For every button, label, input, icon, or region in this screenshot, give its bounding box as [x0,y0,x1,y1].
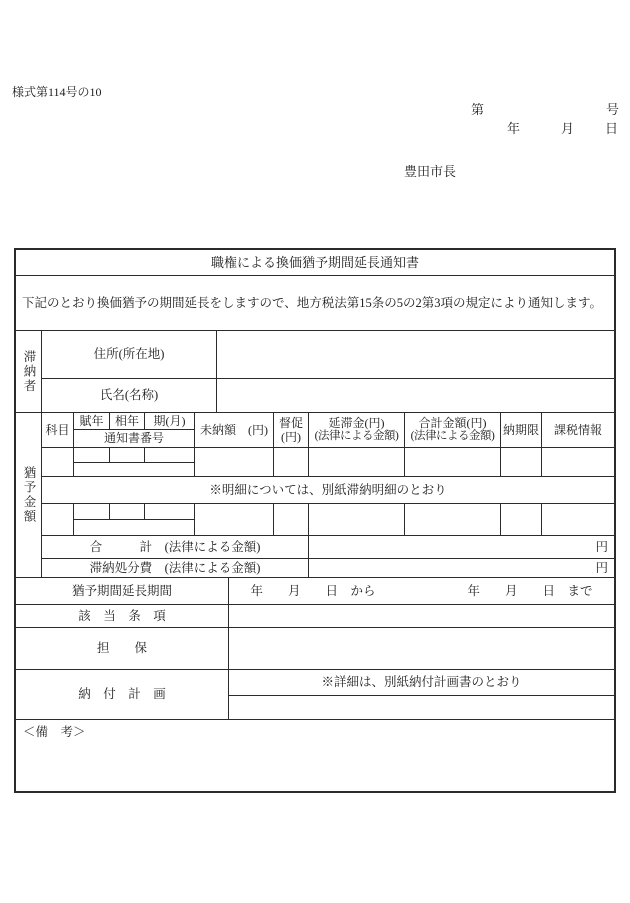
debtor-name-label: 氏名(名称) [42,379,217,412]
date-month-label: 月 [561,121,575,136]
cell-total-amount [405,448,501,476]
notice-form-table [14,248,616,793]
debtor-address-label: 住所(所在地) [42,331,217,378]
cell-unpaid-amount [195,448,274,476]
cell-subject [42,504,74,535]
payment-plan-note: ※詳細は、別紙納付計画書のとおり [321,675,522,689]
remarks-label: ＜備 考＞ [23,725,86,739]
debtor-name-value [217,379,614,412]
col-levy-year: 賦年 [74,413,110,429]
cell-due-date [501,448,542,476]
cell-levy-year [74,504,110,519]
cell-notice-number [74,520,194,535]
cell-corresponding-year [110,504,145,519]
payment-plan-blank [229,695,614,719]
doc-number-suffix: 号 [606,102,620,117]
col-unpaid-amount: 未納額 (円) [195,413,274,447]
col-corresponding-year: 相年 [110,413,145,429]
period-from: 年 月 日 から [250,583,376,598]
debtor-section-label: 滞納者 [16,331,42,412]
payment-plan-row [16,669,614,719]
cell-late-charge [309,448,405,476]
cell-total-amount [405,504,501,535]
remarks-row [16,719,614,791]
debtor-name-row [42,378,614,412]
col-period-month: 期(月) [153,413,186,428]
form-style-number: 様式第114号の10 [12,85,102,99]
total-row [42,535,614,558]
cell-corresponding-year [110,448,145,462]
amount-header-row [42,413,614,447]
extension-period-label: 猶予期間延長期間 [16,578,229,604]
cell-tax-info [542,504,614,535]
intro-row [16,275,614,330]
collateral-row [16,627,614,669]
cell-levy-year [74,448,110,462]
cell-due-date [501,504,542,535]
detail-note-text: ※明細については、別紙滞納明細のとおり [209,482,447,497]
col-total-amount-line2: (法律による金額) [410,430,495,443]
total-row-value [309,536,614,558]
amount-grid [42,413,614,577]
col-subject: 科目 [42,413,74,447]
intro-text: 下記のとおり換価猶予の期間延長をしますので、地方税法第15条の5の2第3項の規定により通知します。 [22,295,603,310]
debtor-address-value [217,331,614,378]
article-row [16,604,614,627]
doc-number-prefix: 第 [471,102,485,117]
cell-year-group [74,504,195,535]
debtor-rows [42,331,614,412]
date-year-label: 年 [507,121,521,136]
cell-late-charge [309,504,405,535]
collateral-value [229,628,614,669]
col-late-charge-line1: 延滞金(円) [328,415,385,430]
extension-period-value [229,578,614,604]
cell-period-month [145,448,194,462]
disposition-row [42,558,614,577]
article-label: 該 当 条 項 [16,605,229,627]
col-tax-info: 課税情報 [553,422,602,437]
col-reminder-line1: 督促 [278,415,303,430]
col-reminder-line2: (円) [281,430,301,444]
payment-plan-value [229,670,614,719]
amount-data-row-2 [42,503,614,535]
form-title: 職権による換価猶予期間延長通知書 [210,254,419,270]
detail-note-row [42,476,614,503]
cell-reminder [274,448,309,476]
col-due-date: 納期限 [501,413,542,447]
col-year-group [74,413,195,447]
debtor-section [16,330,614,412]
cell-year-top [74,504,194,520]
form-title-row [16,250,614,275]
cell-reminder [274,504,309,535]
debtor-address-row [42,331,614,378]
date-day-label: 日 [605,121,619,136]
col-late-charge-line2: (法律による金額) [314,430,399,443]
cell-notice-number [74,463,194,476]
col-total-amount [405,413,501,447]
col-total-amount-line1: 合計金額(円) [418,415,487,430]
amount-section-label: 猶予金額 [16,413,42,577]
cell-subject [42,448,74,476]
col-late-charge [309,413,405,447]
amount-section [16,412,614,577]
cell-period-month [145,504,194,519]
cell-year-group [74,448,195,476]
total-row-label: 合 計 (法律による金額) [42,536,309,558]
cell-unpaid-amount [195,504,274,535]
article-value [229,605,614,627]
issuer-name: 豊田市長 [404,164,457,179]
cell-tax-info [542,448,614,476]
payment-plan-label: 納 付 計 画 [16,670,229,719]
disposition-row-unit: 円 [595,560,608,575]
col-reminder [274,413,309,447]
cell-year-top [74,448,194,463]
amount-data-row-1 [42,447,614,476]
total-row-unit: 円 [595,539,608,554]
col-notice-number: 通知書番号 [103,431,164,446]
disposition-row-label: 滞納処分費 (法律による金額) [42,559,309,577]
extension-period-row [16,577,614,604]
col-year-top [74,413,194,430]
disposition-row-value [309,559,614,577]
period-to: 年 月 日 まで [467,583,593,598]
collateral-label: 担 保 [16,628,229,669]
